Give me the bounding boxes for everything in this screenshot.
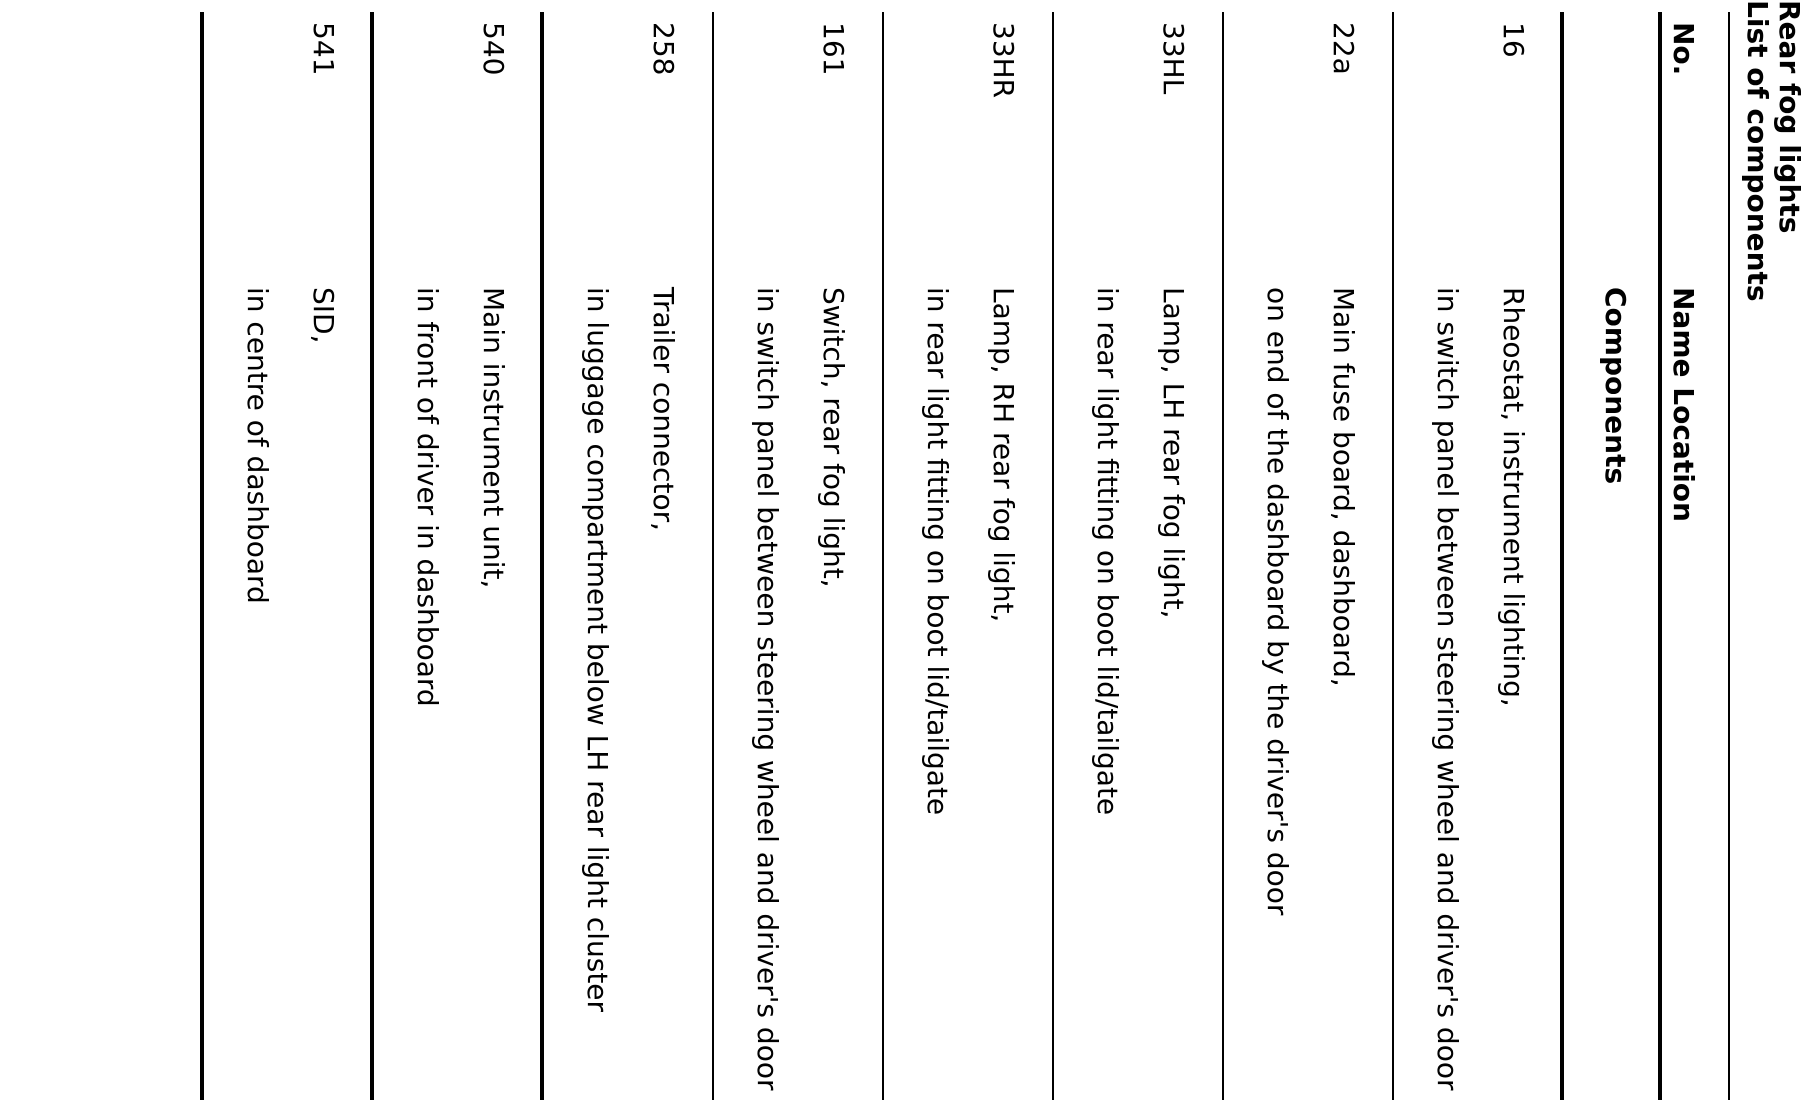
row-divider [1052,12,1054,1100]
row-location: in rear light fitting on boot lid/tailgate [1091,287,1124,816]
row-location: on end of the dashboard by the driver's door [1261,287,1294,916]
row-divider [882,12,884,1100]
row-name: Main instrument unit, [477,287,510,589]
row-location: in rear light fitting on boot lid/tailgate [921,287,954,816]
document-subtitle: List of components [1741,0,1774,302]
header-no: No. [1667,22,1700,76]
row-name: Trailer connector, [647,287,680,532]
row-location: in switch panel between steering wheel and driver's door [751,287,784,1091]
row-divider [1392,12,1394,1100]
row-divider [712,12,714,1100]
row-divider [1560,12,1564,1100]
row-number: 22a [1327,22,1360,75]
row-number: 161 [817,22,850,76]
row-number: 33HL [1157,22,1190,95]
row-location: in luggage compartment below LH rear light cluster [581,287,614,1013]
row-name: Switch, rear fog light, [817,287,850,588]
row-name: Rheostat, instrument lighting, [1497,287,1530,707]
table-bottom-rule [200,12,204,1100]
row-divider [1222,12,1224,1100]
row-number: 540 [477,22,510,76]
row-name: Lamp, LH rear fog light, [1157,287,1190,619]
row-divider [370,12,374,1100]
document-title: Rear fog lights [1773,0,1806,234]
row-location: in centre of dashboard [241,287,274,604]
row-location: in front of driver in dashboard [411,287,444,707]
header-name-location: Name Location [1667,287,1700,522]
row-number: 541 [307,22,340,76]
row-number: 33HR [987,22,1020,99]
row-name: Lamp, RH rear fog light, [987,287,1020,623]
group-title: Components [1599,287,1632,485]
row-number: 16 [1497,22,1530,58]
row-location: in switch panel between steering wheel and driver's door [1431,287,1464,1091]
row-number: 258 [647,22,680,76]
table-top-rule [1728,12,1730,1100]
header-rule [1658,12,1662,1100]
row-divider [540,12,544,1100]
row-name: SID, [307,287,340,344]
row-name: Main fuse board, dashboard, [1327,287,1360,687]
